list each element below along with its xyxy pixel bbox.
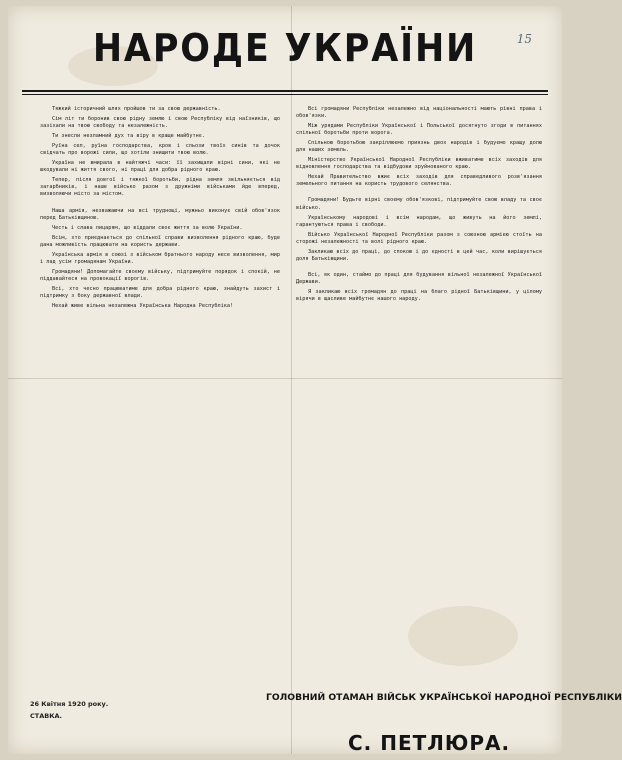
paragraph: Військо Української Народної Республіки разом з союзною армією стоїть на сторожі незалежності та волі рідного краю. (296, 231, 542, 245)
paragraph: Всі, хто чесно працюватиме для добра рідного краю, знайдуть захист і підтримку з боку державної влади. (40, 285, 280, 299)
date-line: 26 Квітня 1920 року. (30, 700, 109, 708)
poster-sheet (8, 6, 622, 755)
paragraph: Я закликаю всіх громадян до праці на благо рідної Батьківщини, у цілому вірячи в щасливе майбутнє нашого народу. (296, 288, 542, 302)
archive-mark: 15 (516, 32, 532, 46)
paragraph: Нехай живе вільна незалежна Українська Народна Республіка! (52, 303, 234, 310)
paragraph: Честь і слава лицарям, що віддали своє життя за волю України. (52, 224, 243, 231)
horizontal-fold-line (8, 378, 562, 379)
paragraph: Всім, хто приєднається до спільної справи визволення рідного краю, буде дана можливість працювати на користь держави. (40, 234, 280, 248)
poster-title: НАРОДЕ УКРАЇНИ (92, 26, 478, 70)
paragraph: Спільною боротьбою закріплюємо приязнь двох народів і будуємо кращу долю для наших земель. (296, 140, 542, 154)
paragraph: Наша армія, незважаючи на всі труднощі, мужньо виконує свій обов'язок перед Батьківщиною. (40, 207, 280, 221)
date-place-block (30, 698, 108, 722)
paragraph: Нехай Правительство вжиє всіх заходів для справедливого розв'язання земельного питання на користь трудового селянства. (296, 174, 542, 188)
paragraph: Ти знесли незламний дух та віру в краще майбутнє. (52, 133, 206, 140)
paragraph: Всі громадяни Республіки незалежно від національності мають рівні права і обов'язки. (296, 106, 542, 120)
paper-stain (408, 606, 518, 666)
signature-title: ГОЛОВНИЙ ОТАМАН ВІЙСЬК УКРАЇНСЬКОЇ НАРОДНОЇ РЕСПУБЛІКИ (266, 692, 622, 703)
paragraph: Тепер, після довгої і тяжкої боротьби, рідна земля звільняється від загарбників, і наше військо разом з дружніми військами йде вперед, визволяючи місто за містом. (40, 177, 280, 198)
right-text-column (296, 106, 542, 306)
paragraph: Українському народові і всім народам, що живуть на його землі, гарантуються права і свободи. (296, 214, 542, 228)
vertical-fold-line (291, 6, 292, 754)
place-line: СТАВКА. (30, 712, 63, 720)
paragraph: Тяжкий історичний шлях пройшов ти за свою державність. (52, 106, 221, 112)
title-rule (22, 94, 548, 95)
paragraph: Українська армія в союзі з військом братнього народу несе визволення, мир і лад усім громадянам України. (40, 251, 280, 265)
paragraph: Всі, як один, стаймо до праці для будування вільної незалежної Української Держави. (296, 271, 542, 285)
title-rule (22, 90, 548, 92)
paragraph: Між урядами Республіки Української і Польської досягнуто згоди в питаннях спільної боротьби проти ворога. (296, 123, 542, 137)
paragraph: Руїна сел, руїна господарства, кров і сльози твоїх синів та дочок свідчать про ворожі сили, що хотіли знищити твою волю. (40, 143, 280, 157)
signature-name: С. ПЕТЛЮРА. (348, 731, 511, 755)
paragraph: Закликаю всіх до праці, до спокою і до єдності в цей час, коли вирішується доля Батьківщини. (296, 248, 542, 262)
paragraph: Громадяни! Допомагайте своєму війську, підтримуйте порядок і спокій, не піддавайтеся на провокації ворогів. (40, 268, 280, 282)
left-text-column (40, 106, 280, 313)
paragraph: Україна не вмирала в найтяжчі часи: її захищали вірні сини, які не шкодували ні життя свого, ні праці для добра рідного краю. (40, 160, 280, 174)
paragraph: Міністерство Української Народної Республіки вживатиме всіх заходів для відновлення господарства та відбудови зруйнованого краю. (296, 157, 542, 171)
paragraph: Громадяни! Будьте вірні своєму обов'язкові, підтримуйте свою владу та своє військо. (296, 197, 542, 211)
paragraph: Сім літ ти боронив свою рідну землю і свою Республіку від наїзників, що зазіхали на твою свободу та незалежність. (40, 116, 280, 130)
